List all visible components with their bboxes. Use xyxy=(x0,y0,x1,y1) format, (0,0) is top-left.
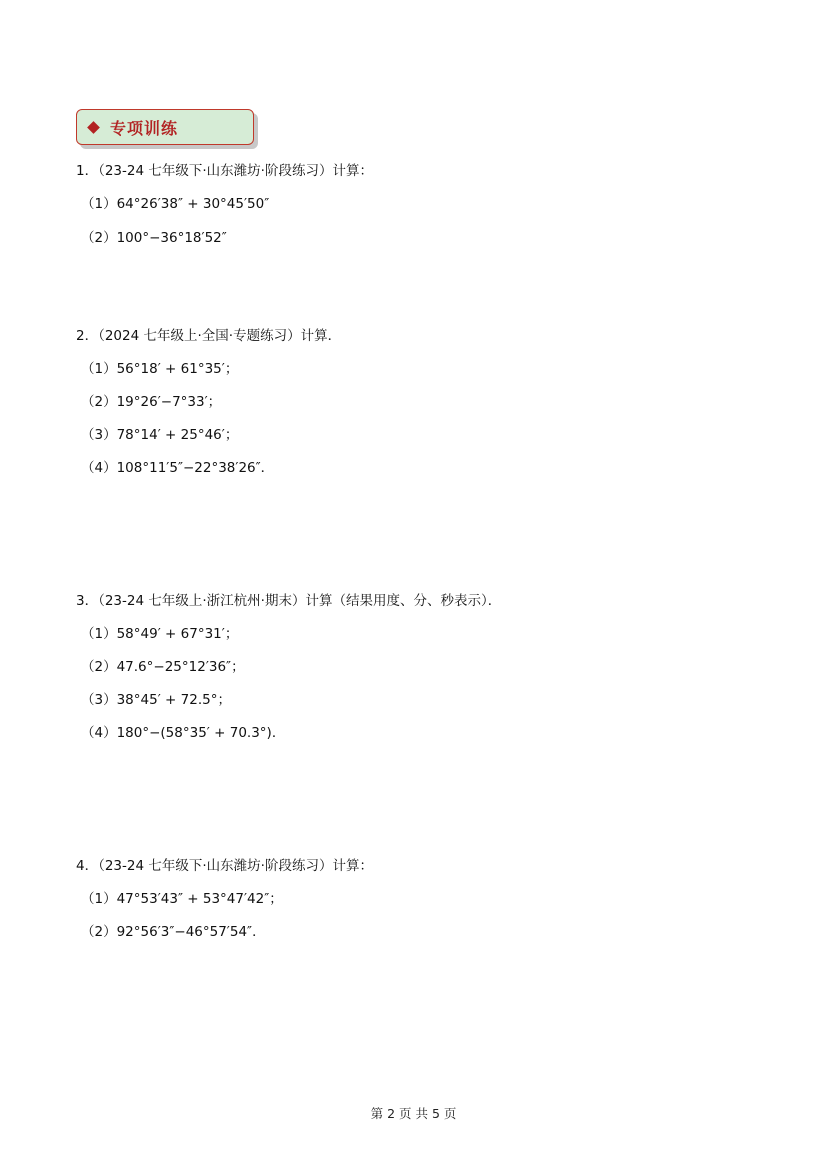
question-2-header: 2．（2024 七年级上·全国·专题练习）计算． xyxy=(76,328,342,344)
question-4-header: 4．（23-24 七年级下·山东潍坊·阶段练习）计算： xyxy=(76,858,373,874)
question-2-item-4: （4）108°11′5″−22°38′26″． xyxy=(81,460,275,476)
question-1-item-2: （2）100°−36°18′52″ xyxy=(81,230,227,246)
question-1-item-1: （1）64°26′38″ + 30°45′50″ xyxy=(81,196,270,212)
question-2-item-2: （2）19°26′−7°33′； xyxy=(81,394,222,410)
page-footer: 第 2 页 共 5 页 xyxy=(370,1106,457,1121)
question-1-header: 1．（23-24 七年级下·山东潍坊·阶段练习）计算： xyxy=(76,163,373,179)
question-2-item-3: （3）78°14′ + 25°46′； xyxy=(81,427,239,443)
section-banner xyxy=(76,109,254,145)
section-title: 专项训练 xyxy=(110,118,179,138)
question-4-item-1: （1）47°53′43″ + 53°47′42″； xyxy=(81,891,283,907)
diamond-icon xyxy=(87,121,100,134)
question-3-item-4: （4）180°−(58°35′ + 70.3°)． xyxy=(81,725,286,741)
question-4-item-2: （2）92°56′3″−46°57′54″． xyxy=(81,924,266,940)
question-3-item-3: （3）38°45′ + 72.5°； xyxy=(81,692,231,708)
question-3-header: 3．（23-24 七年级上·浙江杭州·期末）计算（结果用度、分、秒表示）． xyxy=(76,593,502,609)
question-3-item-2: （2）47.6°−25°12′36″； xyxy=(81,659,245,675)
question-2-item-1: （1）56°18′ + 61°35′； xyxy=(81,361,239,377)
question-3-item-1: （1）58°49′ + 67°31′； xyxy=(81,626,239,642)
